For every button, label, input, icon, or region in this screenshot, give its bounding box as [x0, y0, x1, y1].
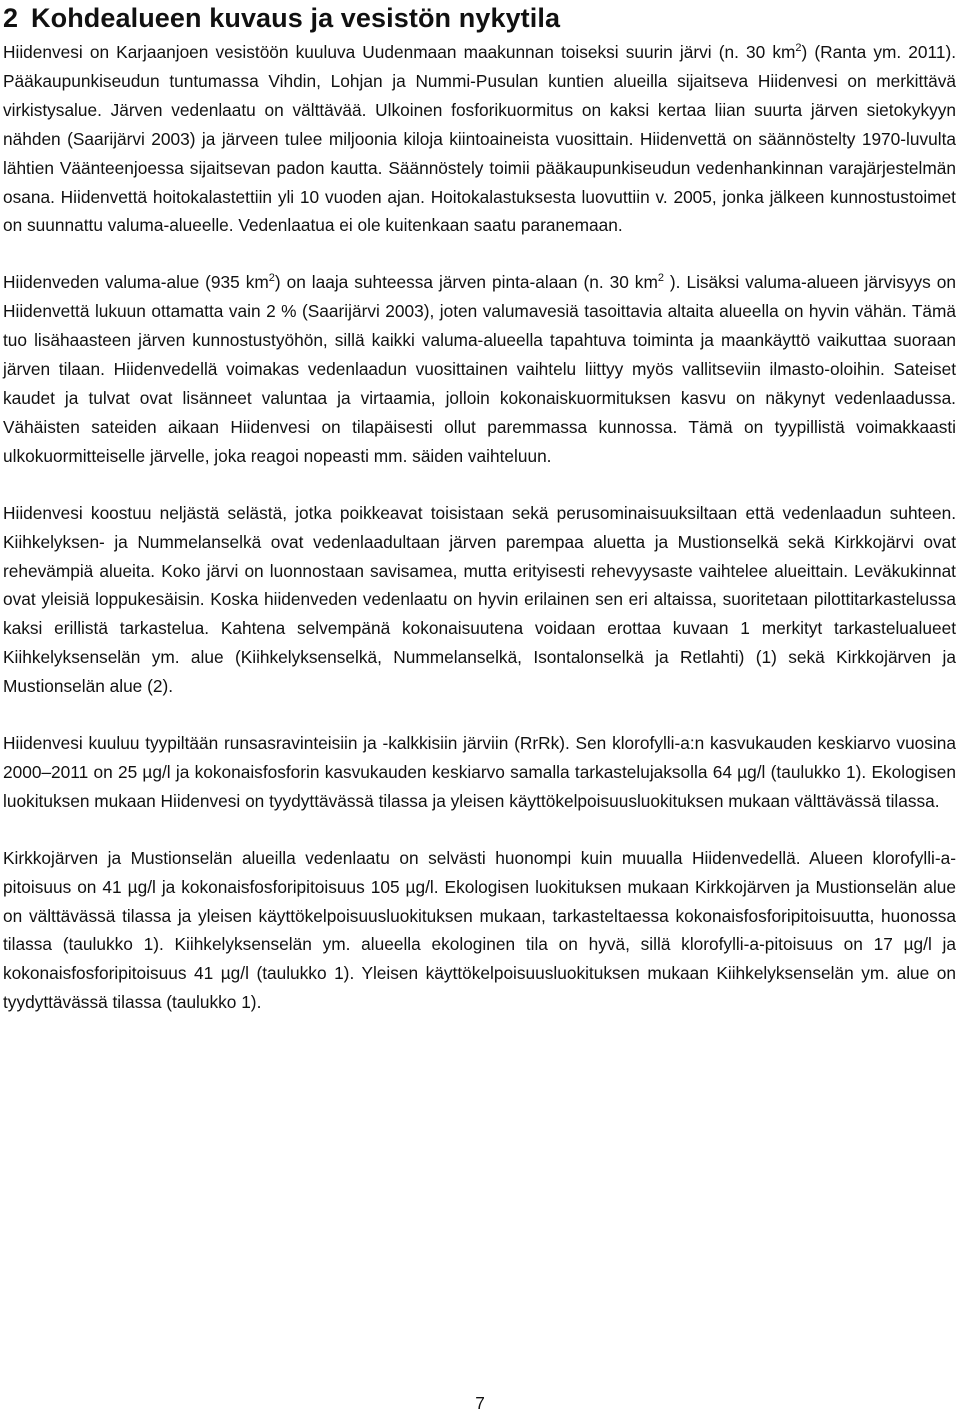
paragraph-water-quality: Kirkkojärven ja Mustionselän alueilla vedenlaatu on selvästi huonompi kuin muualla Hiidenvedellä. Alueen klorofylli-a-pitoisuus on 41 µg/l ja kokonaisfosforipitoisuus 105 µg/l. Ekologisen luokituksen mukaan Kirkkojärven ja Mustionselän alue on välttävässä tilassa ja yleisen käyttökelpoisuusluokituksen mukaan, tarkasteltaessa kokonaisfosforipitoisuutta, huonossa tilassa (taulukko 1). Kiihkelyksenselän ym. alueella ekologinen tila on hyvä, sillä klorofylli-a-pitoisuus on 17 µg/l ja kokonaisfosforipitoisuus 41 µg/l (taulukko 1). Yleisen käyttökelpoisuusluokituksen mukaan Kiihkelyksenselän ym. alue on tyydyttävässä tilassa (taulukko 1). [3, 847, 956, 1013]
paragraph-catchment-part-3: ). Lisäksi valuma-alueen järvisyys on Hiidenvettä lukuun ottamatta vain 2 % (Saarijärvi 2003), joten valumavesiä tasoittavia altaita alueella on hyvin vähän. Tämä tuo lisähaasteen järven kunnostustyöhön, sillä kaikki valuma-alueella tapahtuva toiminta ja maankäyttö vaikuttaa suoraan järven tilaan. Hiidenvedellä voimakas vedenlaadun vuosittainen vaihtelu liittyy myös vallitseviin ilmasto-oloihin. Sateiset kaudet ja tulvat ovat lisänneet valuntaa ja virtaamia, jolloin kokonaiskuormituksen kasvu on näkynyt vedenlaadussa. Vähäisten sateiden aikaan Hiidenvesi on tilapäisesti ollut paremmassa kunnossa. Tämä on tyypillistä voimakkaasti ulkokuormitteiselle järvelle, joka reagoi nopeasti mm. säiden vaihteluun. [3, 272, 956, 466]
section-heading [3, 0, 956, 36]
section-title: Kohdealueen kuvaus ja vesistön nykytila [31, 3, 561, 33]
paragraph-intro-part-1: Hiidenvesi on Karjaanjoen vesistöön kuuluva Uudenmaan maakunnan toiseksi suurin järvi (n. 30 km [3, 42, 796, 62]
paragraph-intro-part-2: ) (Ranta ym. 2011). Pääkaupunkiseudun tuntumassa Vihdin, Lohjan ja Nummi-Pusulan kuntien alueilla sijaitseva Hiidenvesi on merkittävä virkistysalue. Järven vedenlaatu on välttävää. Ulkoinen fosforikuormitus on kaksi kertaa liian suurta järven sietokykyyn nähden (Saarijärvi 2003) ja järveen tulee miljoonia kiloja kiintoaineista vuosittain. Hiidenvettä on säännöstelty 1970-luvulta lähtien Väänteenjoessa sijaitsevan padon kautta. Säännöstely toimii pääkaupunkiseudun vedenhankinnan varajärjestelmän osana. Hiidenvettä hoitokalastettiin yli 10 vuoden ajan. Hoitokalastuksesta luovuttiin v. 2005, jonka jälkeen kunnostustoimet on suunnattu valuma-alueelle. Vedenlaatua ei ole kuitenkaan saatu paranemaan. [3, 42, 956, 236]
superscript-squared: 2 [795, 42, 802, 54]
paragraph-catchment [3, 268, 956, 470]
superscript-squared: 2 [268, 272, 275, 285]
paragraph-classification: Hiidenvesi kuuluu tyypiltään runsasravinteisiin ja -kalkkisiin järviin (RrRk). Sen klorofylli-a:n kasvukauden keskiarvo vuosina 2000–2011 on 25 µg/l ja kokonaisfosforin kasvukauden keskiarvo samalla tarkastelujaksolla 64 µg/l (taulukko 1). Ekologisen luokituksen mukaan Hiidenvesi on tyydyttävässä tilassa ja yleisen käyttökelpoisuusluokituksen mukaan välttävässä tilassa. [3, 733, 956, 811]
page-number: 7 [475, 1393, 485, 1413]
section-number: 2 [3, 3, 19, 33]
superscript-squared: 2 [657, 272, 664, 285]
paragraph-basins: Hiidenvesi koostuu neljästä selästä, jotka poikkeavat toisistaan sekä perusominaisuuksiltaan että vedenlaadun suhteen. Kiihkelyksen- ja Nummelanselkä ovat vedenlaadultaan järven parempaa aluetta ja Mustionselkä sekä Kirkkojärvi ovat rehevämpiä alueita. Koko järvi on luonnostaan savisamea, mutta erityisesti rehevyysaste vaihtelee alueittain. Leväkukinnat ovat yleisiä loppukesäisin. Koska hiidenveden vedenlaatu on hyvin erilainen sen eri altaissa, suoritetaan pilottitarkastelussa kaksi erillistä tarkastelua. Kahtena selvempänä kokonaisuutena voidaan erottaa kuvaan 1 merkityt tarkastelualueet Kiihkelyksenselän ym. alue (Kiihkelyksenselkä, Nummelanselkä, Isontalonselkä ja Retlahti) (1) sekä Kirkkojärven ja Mustionselän alue (2). [3, 502, 956, 697]
paragraph-catchment-part-1: Hiidenveden valuma-alue (935 km [3, 272, 269, 293]
paragraph-intro [3, 38, 956, 240]
paragraph-catchment-part-2: ) on laaja suhteessa järven pinta-alaan (n. 30 km [274, 272, 658, 293]
